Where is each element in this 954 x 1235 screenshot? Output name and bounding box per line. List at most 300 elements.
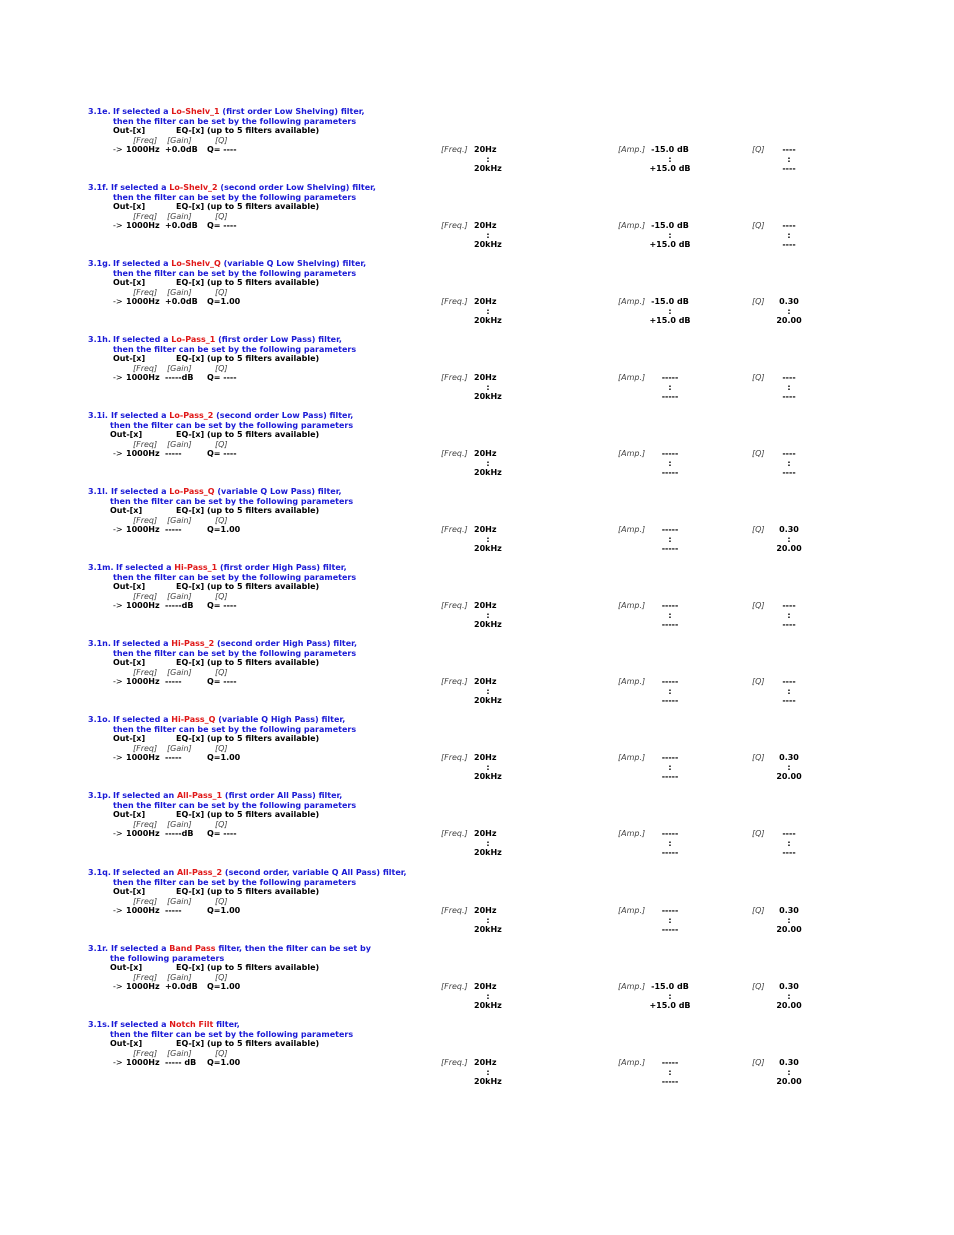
freq-separator: : — [486, 1067, 490, 1077]
q-min: 0.30 — [779, 1058, 799, 1067]
header-gain: [Gain] — [167, 819, 192, 829]
q-range-label: [Q] — [752, 1058, 765, 1067]
title-prefix: If selected an — [113, 791, 177, 800]
amp-separator: : — [668, 838, 672, 848]
filter-type-name: Lo-Shelv_2 — [169, 183, 218, 192]
q-min: 0.30 — [779, 906, 799, 915]
amp-separator: : — [668, 991, 672, 1001]
q-max: 20.00 — [776, 1001, 802, 1010]
current-q: Q=1.00 — [207, 753, 241, 762]
section-title — [113, 259, 366, 269]
freq-max: 20kHz — [474, 468, 502, 477]
section-number: 3.1f. — [88, 183, 109, 192]
eq-label: EQ-[x] (up to 5 filters available) — [176, 582, 320, 591]
q-min: ---- — [782, 601, 796, 610]
output-label: Out-[x] — [113, 658, 146, 667]
freq-range-label: [Freq.] — [441, 753, 468, 762]
current-q: Q= ---- — [207, 829, 237, 838]
output-label: Out-[x] — [113, 354, 146, 363]
q-max: ---- — [782, 468, 796, 477]
freq-range-label: [Freq.] — [441, 601, 468, 610]
current-q: Q= ---- — [207, 373, 237, 382]
filter-section — [0, 259, 954, 335]
arrow-indicator: -> — [113, 982, 123, 991]
amp-range-label: [Amp.] — [618, 525, 646, 534]
freq-separator: : — [486, 458, 490, 468]
amp-min: ----- — [661, 906, 679, 915]
q-separator: : — [787, 230, 791, 240]
q-min: ---- — [782, 677, 796, 686]
header-freq: [Freq] — [133, 667, 158, 677]
amp-range-label: [Amp.] — [618, 297, 646, 306]
arrow-indicator: -> — [113, 145, 123, 154]
header-q: [Q] — [215, 591, 228, 601]
title-prefix: If selected a — [113, 259, 172, 268]
title-prefix: If selected a — [113, 335, 172, 344]
freq-separator: : — [486, 762, 490, 772]
freq-max: 20kHz — [474, 772, 502, 781]
filter-type-name: Lo-Pass_1 — [171, 335, 216, 344]
filter-section — [0, 411, 954, 487]
amp-range-label: [Amp.] — [618, 601, 646, 610]
freq-min: 20Hz — [474, 982, 497, 991]
section-title — [111, 944, 371, 954]
amp-max: +15.0 dB — [649, 316, 691, 325]
freq-max: 20kHz — [474, 1077, 502, 1086]
current-q: Q= ---- — [207, 145, 237, 154]
freq-min: 20Hz — [474, 145, 497, 154]
eq-label: EQ-[x] (up to 5 filters available) — [176, 202, 320, 211]
header-gain: [Gain] — [167, 972, 192, 982]
amp-max: ----- — [661, 848, 679, 857]
filter-type-name: Lo-Pass_Q — [169, 487, 215, 496]
title-prefix: If selected a — [113, 107, 172, 116]
freq-separator: : — [486, 230, 490, 240]
current-q: Q=1.00 — [207, 982, 241, 991]
section-title — [113, 868, 407, 878]
amp-range-label: [Amp.] — [618, 1058, 646, 1067]
q-max: ---- — [782, 848, 796, 857]
amp-max: ----- — [661, 544, 679, 553]
amp-min: ----- — [661, 525, 679, 534]
freq-separator: : — [486, 610, 490, 620]
filter-section — [0, 868, 954, 944]
header-q: [Q] — [215, 211, 228, 221]
section-description-line2: the following parameters — [110, 953, 225, 963]
eq-label: EQ-[x] (up to 5 filters available) — [176, 430, 320, 439]
title-prefix: If selected a — [111, 487, 170, 496]
output-label: Out-[x] — [113, 734, 146, 743]
section-description-line2: then the filter can be set by the following parameters — [113, 268, 357, 278]
amp-max: ----- — [661, 620, 679, 629]
section-description-line2: then the filter can be set by the following parameters — [113, 648, 357, 658]
current-gain: ----- dB — [165, 1058, 197, 1067]
amp-range-label: [Amp.] — [618, 221, 646, 230]
eq-label: EQ-[x] (up to 5 filters available) — [176, 126, 320, 135]
section-number: 3.1i. — [88, 411, 108, 420]
eq-label: EQ-[x] (up to 5 filters available) — [176, 963, 320, 972]
title-prefix: If selected a — [111, 1020, 170, 1029]
current-gain: -----dB — [165, 601, 194, 610]
section-description-line2: then the filter can be set by the following parameters — [113, 192, 357, 202]
freq-range-label: [Freq.] — [441, 982, 468, 991]
freq-max: 20kHz — [474, 848, 502, 857]
freq-range-label: [Freq.] — [441, 1058, 468, 1067]
current-freq: 1000Hz — [126, 373, 160, 382]
freq-max: 20kHz — [474, 620, 502, 629]
eq-label: EQ-[x] (up to 5 filters available) — [176, 658, 320, 667]
amp-min: ----- — [661, 829, 679, 838]
title-prefix: If selected a — [113, 715, 172, 724]
eq-label: EQ-[x] (up to 5 filters available) — [176, 734, 320, 743]
q-min: 0.30 — [779, 525, 799, 534]
amp-min: ----- — [661, 373, 679, 382]
output-label: Out-[x] — [113, 278, 146, 287]
q-separator: : — [787, 382, 791, 392]
header-q: [Q] — [215, 743, 228, 753]
amp-min: -15.0 dB — [651, 145, 689, 154]
header-q: [Q] — [215, 667, 228, 677]
title-suffix: (variable Q High Pass) filter, — [215, 715, 346, 724]
header-freq: [Freq] — [133, 743, 158, 753]
amp-min: ----- — [661, 1058, 679, 1067]
arrow-indicator: -> — [113, 753, 123, 762]
freq-max: 20kHz — [474, 392, 502, 401]
title-suffix: filter, then the filter can be set by — [215, 944, 371, 953]
header-q: [Q] — [215, 287, 228, 297]
title-suffix: (first order All Pass) filter, — [222, 791, 343, 800]
header-freq: [Freq] — [133, 363, 158, 373]
current-freq: 1000Hz — [126, 1058, 160, 1067]
section-title — [111, 487, 342, 497]
freq-separator: : — [486, 838, 490, 848]
amp-range-label: [Amp.] — [618, 982, 646, 991]
amp-range-label: [Amp.] — [618, 829, 646, 838]
amp-min: ----- — [661, 677, 679, 686]
title-suffix: filter, — [213, 1020, 240, 1029]
q-separator: : — [787, 306, 791, 316]
q-range-label: [Q] — [752, 677, 765, 686]
header-gain: [Gain] — [167, 135, 192, 145]
amp-range-label: [Amp.] — [618, 753, 646, 762]
q-range-label: [Q] — [752, 753, 765, 762]
current-freq: 1000Hz — [126, 906, 160, 915]
current-gain: ----- — [165, 677, 182, 686]
current-q: Q=1.00 — [207, 1058, 241, 1067]
output-label: Out-[x] — [113, 810, 146, 819]
section-description-line2: then the filter can be set by the following parameters — [113, 116, 357, 126]
freq-range-label: [Freq.] — [441, 297, 468, 306]
freq-min: 20Hz — [474, 1058, 497, 1067]
header-freq: [Freq] — [133, 135, 158, 145]
section-number: 3.1g. — [88, 259, 111, 268]
arrow-indicator: -> — [113, 221, 123, 230]
section-title — [113, 639, 357, 649]
q-max: 20.00 — [776, 772, 802, 781]
section-description-line2: then the filter can be set by the following parameters — [113, 572, 357, 582]
eq-label: EQ-[x] (up to 5 filters available) — [176, 506, 320, 515]
title-prefix: If selected a — [111, 411, 170, 420]
output-label: Out-[x] — [110, 963, 143, 972]
filter-type-name: Lo-Shelv_Q — [171, 259, 221, 268]
freq-range-label: [Freq.] — [441, 449, 468, 458]
freq-min: 20Hz — [474, 601, 497, 610]
title-prefix: If selected a — [111, 944, 170, 953]
amp-separator: : — [668, 458, 672, 468]
current-gain: ----- — [165, 906, 182, 915]
freq-range-label: [Freq.] — [441, 525, 468, 534]
current-gain: +0.0dB — [165, 145, 198, 154]
arrow-indicator: -> — [113, 373, 123, 382]
q-separator: : — [787, 154, 791, 164]
header-q: [Q] — [215, 515, 228, 525]
amp-separator: : — [668, 382, 672, 392]
header-freq: [Freq] — [133, 211, 158, 221]
section-title — [113, 335, 342, 345]
header-gain: [Gain] — [167, 591, 192, 601]
current-freq: 1000Hz — [126, 753, 160, 762]
title-suffix: (second order High Pass) filter, — [214, 639, 357, 648]
title-prefix: If selected a — [116, 563, 175, 572]
section-title — [113, 715, 345, 725]
header-gain: [Gain] — [167, 363, 192, 373]
q-max: ---- — [782, 696, 796, 705]
section-number: 3.1q. — [88, 868, 111, 877]
filter-section — [0, 944, 954, 1020]
amp-range-label: [Amp.] — [618, 677, 646, 686]
q-separator: : — [787, 458, 791, 468]
header-freq: [Freq] — [133, 287, 158, 297]
amp-max: ----- — [661, 1077, 679, 1086]
output-label: Out-[x] — [113, 202, 146, 211]
filter-type-name: Hi-Pass_1 — [174, 563, 218, 572]
eq-label: EQ-[x] (up to 5 filters available) — [176, 278, 320, 287]
amp-range-label: [Amp.] — [618, 145, 646, 154]
section-description-line2: then the filter can be set by the following parameters — [110, 496, 354, 506]
section-description-line2: then the filter can be set by the following parameters — [113, 724, 357, 734]
arrow-indicator: -> — [113, 601, 123, 610]
amp-max: ----- — [661, 925, 679, 934]
q-max: ---- — [782, 620, 796, 629]
q-separator: : — [787, 686, 791, 696]
header-gain: [Gain] — [167, 743, 192, 753]
freq-separator: : — [486, 154, 490, 164]
freq-range-label: [Freq.] — [441, 373, 468, 382]
q-max: 20.00 — [776, 1077, 802, 1086]
header-gain: [Gain] — [167, 1048, 192, 1058]
freq-separator: : — [486, 382, 490, 392]
current-gain: -----dB — [165, 829, 194, 838]
q-max: ---- — [782, 164, 796, 173]
eq-label: EQ-[x] (up to 5 filters available) — [176, 810, 320, 819]
q-range-label: [Q] — [752, 297, 765, 306]
section-title — [111, 183, 376, 193]
filter-section — [0, 791, 954, 867]
section-number: 3.1s. — [88, 1020, 110, 1029]
current-freq: 1000Hz — [126, 982, 160, 991]
amp-range-label: [Amp.] — [618, 906, 646, 915]
header-q: [Q] — [215, 363, 228, 373]
arrow-indicator: -> — [113, 906, 123, 915]
section-number: 3.1n. — [88, 639, 111, 648]
current-gain: -----dB — [165, 373, 194, 382]
current-freq: 1000Hz — [126, 601, 160, 610]
current-gain: +0.0dB — [165, 297, 198, 306]
section-title — [111, 1020, 240, 1030]
title-suffix: (first order Low Pass) filter, — [215, 335, 342, 344]
section-description-line2: then the filter can be set by the following parameters — [110, 420, 354, 430]
freq-min: 20Hz — [474, 677, 497, 686]
amp-separator: : — [668, 762, 672, 772]
header-gain: [Gain] — [167, 439, 192, 449]
amp-separator: : — [668, 686, 672, 696]
current-gain: ----- — [165, 525, 182, 534]
amp-separator: : — [668, 1067, 672, 1077]
freq-separator: : — [486, 915, 490, 925]
freq-separator: : — [486, 306, 490, 316]
q-max: ---- — [782, 392, 796, 401]
amp-separator: : — [668, 230, 672, 240]
current-q: Q= ---- — [207, 601, 237, 610]
freq-max: 20kHz — [474, 164, 502, 173]
section-description-line2: then the filter can be set by the following parameters — [110, 1029, 354, 1039]
filter-section — [0, 107, 954, 183]
q-separator: : — [787, 838, 791, 848]
title-suffix: (first order Low Shelving) filter, — [219, 107, 365, 116]
freq-max: 20kHz — [474, 316, 502, 325]
header-freq: [Freq] — [133, 896, 158, 906]
q-range-label: [Q] — [752, 906, 765, 915]
filter-section — [0, 639, 954, 715]
section-number: 3.1r. — [88, 944, 109, 953]
title-suffix: (variable Q Low Pass) filter, — [214, 487, 342, 496]
eq-label: EQ-[x] (up to 5 filters available) — [176, 354, 320, 363]
section-description-line2: then the filter can be set by the following parameters — [113, 344, 357, 354]
arrow-indicator: -> — [113, 1058, 123, 1067]
section-title — [116, 563, 347, 573]
current-freq: 1000Hz — [126, 525, 160, 534]
filter-type-name: All-Pass_2 — [176, 868, 223, 877]
title-prefix: If selected a — [113, 639, 172, 648]
filter-type-name: All-Pass_1 — [176, 791, 223, 800]
freq-range-label: [Freq.] — [441, 677, 468, 686]
output-label: Out-[x] — [113, 582, 146, 591]
section-title — [113, 107, 365, 117]
arrow-indicator: -> — [113, 449, 123, 458]
filter-section — [0, 715, 954, 791]
section-number: 3.1p. — [88, 791, 111, 800]
current-freq: 1000Hz — [126, 145, 160, 154]
q-range-label: [Q] — [752, 449, 765, 458]
header-freq: [Freq] — [133, 439, 158, 449]
amp-min: ----- — [661, 601, 679, 610]
title-suffix: (variable Q Low Shelving) filter, — [220, 259, 367, 268]
q-range-label: [Q] — [752, 525, 765, 534]
freq-separator: : — [486, 991, 490, 1001]
freq-max: 20kHz — [474, 240, 502, 249]
current-freq: 1000Hz — [126, 221, 160, 230]
q-range-label: [Q] — [752, 221, 765, 230]
q-max: 20.00 — [776, 925, 802, 934]
current-q: Q= ---- — [207, 221, 237, 230]
filter-type-name: Lo-Shelv_1 — [171, 107, 220, 116]
q-min: ---- — [782, 145, 796, 154]
current-freq: 1000Hz — [126, 677, 160, 686]
title-suffix: (first order High Pass) filter, — [217, 563, 347, 572]
q-separator: : — [787, 915, 791, 925]
freq-min: 20Hz — [474, 525, 497, 534]
output-label: Out-[x] — [110, 430, 143, 439]
amp-max: +15.0 dB — [649, 1001, 691, 1010]
title-suffix: (second order Low Pass) filter, — [213, 411, 354, 420]
arrow-indicator: -> — [113, 525, 123, 534]
amp-range-label: [Amp.] — [618, 449, 646, 458]
filter-type-name: Hi-Pass_2 — [171, 639, 215, 648]
freq-max: 20kHz — [474, 925, 502, 934]
header-gain: [Gain] — [167, 896, 192, 906]
freq-min: 20Hz — [474, 449, 497, 458]
q-separator: : — [787, 1067, 791, 1077]
header-gain: [Gain] — [167, 515, 192, 525]
title-prefix: If selected an — [113, 868, 177, 877]
q-min: ---- — [782, 829, 796, 838]
q-min: ---- — [782, 221, 796, 230]
header-freq: [Freq] — [133, 972, 158, 982]
current-q: Q= ---- — [207, 449, 237, 458]
amp-min: ----- — [661, 449, 679, 458]
filter-type-name: Notch Filt — [169, 1020, 214, 1029]
filter-section — [0, 1020, 954, 1096]
section-description-line2: then the filter can be set by the following parameters — [113, 800, 357, 810]
q-min: 0.30 — [779, 753, 799, 762]
current-gain: ----- — [165, 753, 182, 762]
current-gain: +0.0dB — [165, 982, 198, 991]
freq-separator: : — [486, 534, 490, 544]
current-freq: 1000Hz — [126, 449, 160, 458]
current-q: Q=1.00 — [207, 525, 241, 534]
filter-section — [0, 335, 954, 411]
freq-range-label: [Freq.] — [441, 221, 468, 230]
freq-range-label: [Freq.] — [441, 145, 468, 154]
q-separator: : — [787, 762, 791, 772]
section-number: 3.1l. — [88, 487, 108, 496]
arrow-indicator: -> — [113, 677, 123, 686]
freq-range-label: [Freq.] — [441, 829, 468, 838]
freq-max: 20kHz — [474, 696, 502, 705]
q-range-label: [Q] — [752, 145, 765, 154]
q-min: 0.30 — [779, 297, 799, 306]
title-suffix: (second order, variable Q All Pass) filter, — [222, 868, 407, 877]
current-gain: ----- — [165, 449, 182, 458]
header-q: [Q] — [215, 896, 228, 906]
amp-min: -15.0 dB — [651, 982, 689, 991]
freq-max: 20kHz — [474, 544, 502, 553]
q-separator: : — [787, 534, 791, 544]
current-q: Q=1.00 — [207, 297, 241, 306]
q-separator: : — [787, 991, 791, 1001]
freq-min: 20Hz — [474, 297, 497, 306]
header-freq: [Freq] — [133, 515, 158, 525]
title-prefix: If selected a — [111, 183, 170, 192]
header-gain: [Gain] — [167, 667, 192, 677]
header-q: [Q] — [215, 439, 228, 449]
header-q: [Q] — [215, 1048, 228, 1058]
eq-label: EQ-[x] (up to 5 filters available) — [176, 887, 320, 896]
arrow-indicator: -> — [113, 829, 123, 838]
freq-min: 20Hz — [474, 753, 497, 762]
q-separator: : — [787, 610, 791, 620]
output-label: Out-[x] — [110, 1039, 143, 1048]
